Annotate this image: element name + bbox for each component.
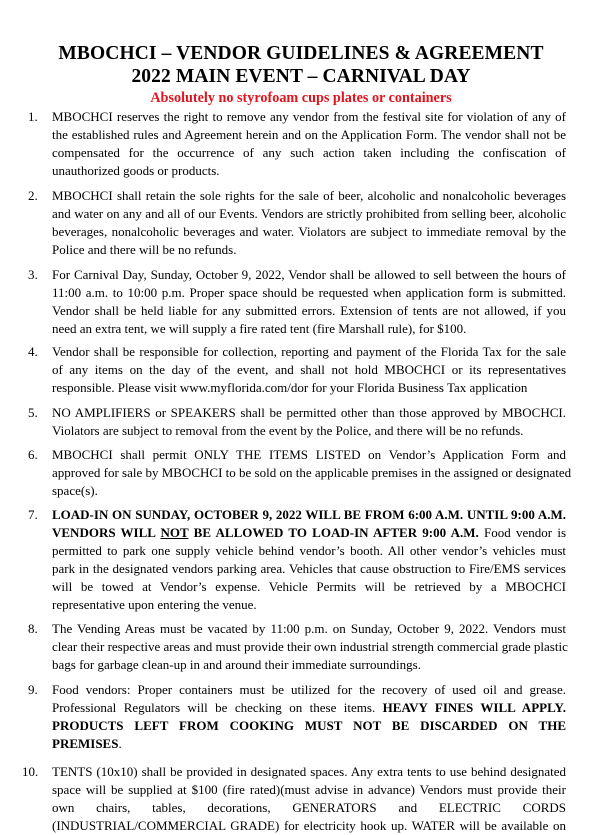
document-subtitle-warning: Absolutely no styrofoam cups plates or containers bbox=[150, 90, 452, 106]
item-line: and water on any and all of our Events. Vendors are strictly prohibited from selling beer, alcoholic bbox=[52, 206, 566, 221]
item-line: representative upon entering the venue. bbox=[52, 597, 257, 612]
item-line: need an extra tent, we will supply a fire rated tent (fire Marshall rule), for $100. bbox=[52, 321, 467, 336]
fines-warning: HEAVY FINES WILL APPLY. bbox=[382, 700, 566, 715]
item-line: beverages, nonalcoholic beverages and water. Violators are subject to immediate removal by the bbox=[52, 224, 566, 239]
item-line: 11:00 a.m. to 10:00 p.m. Proper space should be requested when application form is submitted. bbox=[52, 285, 566, 300]
item-line: MBOCHCI shall permit ONLY THE ITEMS LISTED on Vendor’s Application Form and bbox=[52, 447, 566, 462]
item-line: Vendor shall be held liable for any submitted errors. Extension of tents are not allowed, if you bbox=[52, 303, 566, 318]
item-line: The Vending Areas must be vacated by 11:00 p.m. on Sunday, October 9, 2022. Vendors must bbox=[52, 621, 566, 636]
item-text: Food vendor is bbox=[478, 525, 567, 540]
item-line: TENTS (10x10) shall be provided in designated spaces. Any extra tents to use behind designated bbox=[52, 764, 566, 779]
item-text: . bbox=[118, 736, 122, 751]
item-line: will be towed at Vendor’s expense. Vehicle Permits will be retrieved by a MBOCHCI bbox=[52, 579, 566, 594]
item-line: MBOCHCI shall retain the sole rights for the sale of beer, alcoholic and nonalcoholic beverages bbox=[52, 188, 566, 203]
item-line: unauthorized goods or products. bbox=[52, 163, 220, 178]
item-line bbox=[52, 699, 566, 717]
item-number: 6. bbox=[28, 447, 38, 462]
item-line: park in the designated vendors parking area. Vehicles that cause obstruction to Fire/EMS services bbox=[52, 561, 566, 576]
item-line: Police and there will be no refunds. bbox=[52, 242, 237, 257]
document-title-line-2: 2022 MAIN EVENT – CARNIVAL DAY bbox=[131, 66, 471, 87]
item-line: (INDUSTRIAL/COMMERCIAL GRADE) for electricity hook up. WATER will be available on bbox=[52, 818, 566, 833]
item-line bbox=[52, 524, 566, 542]
item-line: Violators are subject to removal from the event by the Police, and there will be no refunds. bbox=[52, 423, 524, 438]
item-line: responsible. Please visit www.myflorida.com/dor for your Florida Business Tax application bbox=[52, 380, 528, 395]
item-number: 8. bbox=[28, 621, 38, 636]
item-line-bold: PRODUCTS LEFT FROM COOKING MUST NOT BE DISCARDED ON THE bbox=[52, 718, 566, 733]
premises-warning: PREMISES bbox=[52, 736, 119, 751]
item-number: 3. bbox=[28, 267, 38, 282]
item-number: 5. bbox=[28, 405, 38, 420]
item-line: clear their respective areas and must provide their own industrial strength commercial grade plastic bbox=[52, 639, 568, 654]
item-number: 7. bbox=[28, 507, 38, 522]
item-line: own chairs, tables, decorations, GENERATORS and ELECTRIC CORDS bbox=[52, 800, 566, 815]
item-line: MBOCHCI reserves the right to remove any vendor from the festival site for violation of any of bbox=[52, 109, 566, 124]
item-line: permitted to park one supply vehicle behind vendor’s booth. All other vendor’s vehicles must bbox=[52, 543, 566, 558]
load-in-warning-emphasis: NOT bbox=[160, 525, 189, 540]
item-line: space will be supplied at $100 (fire rated)(must advise in advance) Vendors must provide their bbox=[52, 782, 566, 797]
item-number: 1. bbox=[28, 109, 38, 124]
item-line bbox=[52, 735, 566, 753]
load-in-warning-part-b: BE ALLOWED TO LOAD-IN AFTER 9:00 A.M. bbox=[188, 525, 479, 540]
item-line: approved for sale by MBOCHCI to be sold on the applicable premises in the assigned or designated bbox=[52, 465, 572, 480]
item-line: space(s). bbox=[52, 483, 98, 498]
item-line: For Carnival Day, Sunday, October 9, 2022, Vendor shall be allowed to sell between the hours of bbox=[52, 267, 566, 282]
item-number: 2. bbox=[28, 188, 38, 203]
item-line: compensated for the occurrence of any such action taken including the confiscation of bbox=[52, 145, 566, 160]
item-line-bold: LOAD-IN ON SUNDAY, OCTOBER 9, 2022 WILL BE FROM 6:00 A.M. UNTIL 9:00 A.M. bbox=[52, 507, 566, 522]
item-text: Professional Regulators will be checking on these items. bbox=[52, 700, 383, 715]
item-line: Food vendors: Proper containers must be utilized for the recovery of used oil and grease. bbox=[52, 682, 566, 697]
document-title-line-1: MBOCHCI – VENDOR GUIDELINES & AGREEMENT bbox=[58, 43, 544, 64]
item-number: 4. bbox=[28, 344, 38, 359]
item-line: NO AMPLIFIERS or SPEAKERS shall be permitted other than those approved by MBOCHCI. bbox=[52, 405, 566, 420]
item-line: Vendor shall be responsible for collection, reporting and payment of the Florida Tax for the sale bbox=[52, 344, 566, 359]
item-line: of any items on the day of the event, and shall not hold MBOCHCI or its representatives bbox=[52, 362, 566, 377]
item-number: 10. bbox=[22, 764, 39, 779]
item-number: 9. bbox=[28, 682, 38, 697]
load-in-warning-part-a: VENDORS WILL bbox=[52, 525, 161, 540]
item-line: bags for garbage clean-up in and around their immediate surroundings. bbox=[52, 657, 421, 672]
item-line: the established rules and Agreement herein and on the Application Form. The vendor shall not be bbox=[52, 127, 566, 142]
